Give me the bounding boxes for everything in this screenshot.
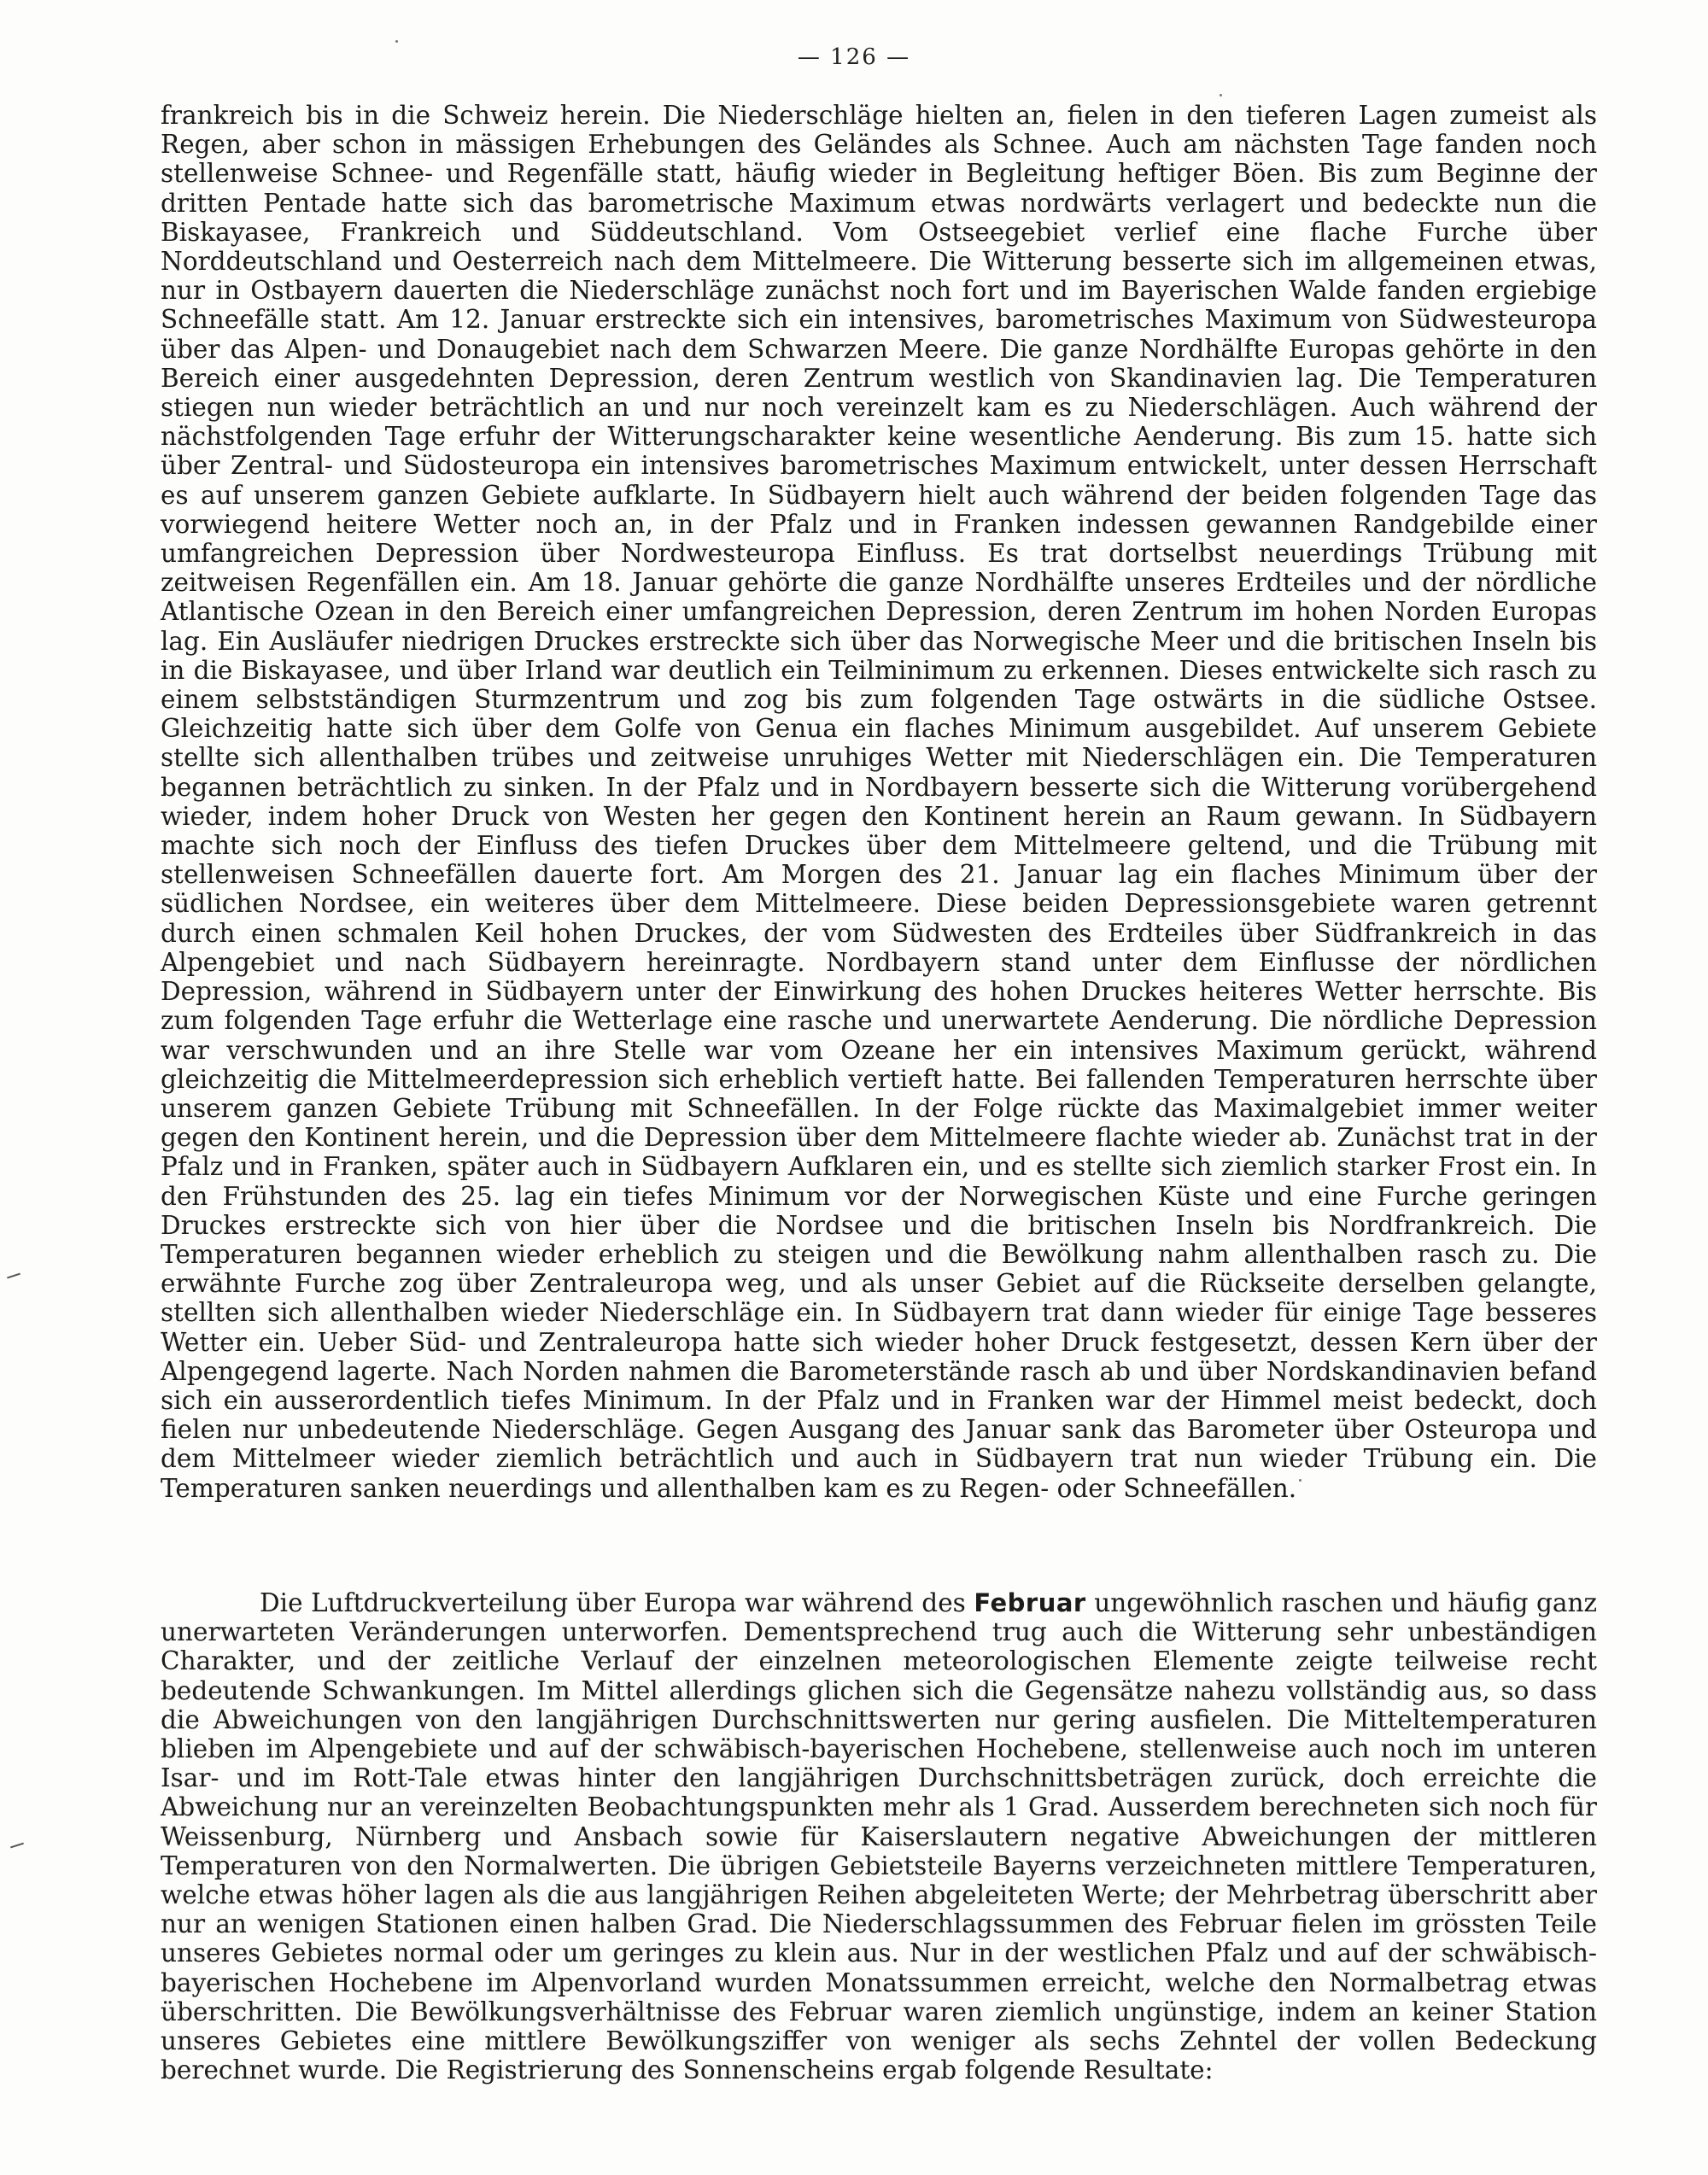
margin-mark <box>7 1273 20 1279</box>
scan-speck <box>1299 1479 1301 1482</box>
scan-speck <box>395 40 398 43</box>
month-heading-february: Februar <box>974 1588 1086 1617</box>
margin-mark <box>10 1843 24 1849</box>
page-number: — 126 — <box>797 44 911 70</box>
paragraph-body: ungewöhnlich raschen und häufig ganz unerwarteten Veränderungen unterworfen. Dementsprechend trug auch die Witterung sehr unbeständigen Charakter, und der zeitliche Verlauf der einzelnen meteorologischen Elemente zeigte teilweise recht bedeutende Schwankungen. Im Mittel allerdings glichen sich die Gegensätze nahezu vollständig aus, so dass die Abweichungen von den langjährigen Durchschnittswerten nur gering ausfielen. Die Mitteltemperaturen blieben im Alpengebiete und auf der schwäbisch-bayerischen Hochebene, stellenweise auch noch im unteren Isar- und im Rott-Tale etwas hinter den langjährigen Durchschnittsbeträgen zurück, doch erreichte die Abweichung nur an vereinzelten Beobachtungspunkten mehr als 1 Grad. Ausserdem berechneten sich noch für Weissenburg, Nürnberg und Ansbach sowie für Kaiserslautern negative Abweichungen der mittleren Temperaturen von den Normalwerten. Die übrigen Gebietsteile Bayerns verzeichneten mittlere Temperaturen, welche etwas höher lagen als die aus langjährigen Reihen abgeleiteten Werte; der Mehrbetrag überschritt aber nur an wenigen Stationen einen halben Grad. Die Niederschlagssummen des Februar fielen im grössten Teile unseres Gebietes normal oder um geringes zu klein aus. Nur in der westlichen Pfalz und auf der schwäbisch-bayerischen Hochebene im Alpenvorland wurden Monatssummen erreicht, welche den Normalbetrag etwas überschritten. Die Bewölkungsverhältnisse des Februar waren ziemlich ungünstige, indem an keiner Station unseres Gebietes eine mittlere Bewölkungsziffer von weniger als sechs Zehntel der vollen Bedeckung berechnet wurde. Die Registrierung des Sonnenscheins ergab folgende Resultate: <box>161 1588 1597 2085</box>
paragraph-intro: Die Luftdruckverteilung über Europa war während des <box>260 1588 966 1617</box>
scan-speck <box>1220 94 1222 96</box>
paragraph-january-weather: frankreich bis in die Schweiz herein. Die Niederschläge hielten an, fielen in den tieferen Lagen zumeist als Regen, aber schon in mässigen Erhebungen des Geländes als Schnee. Auch am nächsten Tage fanden noch stellenweise Schnee- und Regenfälle statt, häufig wieder in Begleitung heftiger Böen. Bis zum Beginne der dritten Pentade hatte sich das barometrische Maximum etwas nordwärts verlagert und bedeckte nun die Biskayasee, Frankreich und Süddeutschland. Vom Ostseegebiet verlief eine flache Furche über Norddeutschland und Oesterreich nach dem Mittelmeere. Die Witterung besserte sich im allgemeinen etwas, nur in Ostbayern dauerten die Niederschläge zunächst noch fort und im Bayerischen Walde fanden ergiebige Schneefälle statt. Am 12. Januar erstreckte sich ein intensives, barometrisches Maximum von Südwesteuropa über das Alpen- und Donaugebiet nach dem Schwarzen Meere. Die ganze Nordhälfte Europas gehörte in den Bereich einer ausgedehnten Depression, deren Zentrum westlich von Skandinavien lag. Die Temperaturen stiegen nun wieder beträchtlich an und nur noch vereinzelt kam es zu Niederschlägen. Auch während der nächstfolgenden Tage erfuhr der Witterungscharakter keine wesentliche Aenderung. Bis zum 15. hatte sich über Zentral- und Südosteuropa ein intensives barometrisches Maximum entwickelt, unter dessen Herrschaft es auf unserem ganzen Gebiete aufklarte. In Südbayern hielt auch während der beiden folgenden Tage das vorwiegend heitere Wetter noch an, in der Pfalz und in Franken indessen gewannen Randgebilde einer umfangreichen Depression über Nordwesteuropa Einfluss. Es trat dortselbst neuerdings Trübung mit zeitweisen Regenfällen ein. Am 18. Januar gehörte die ganze Nordhälfte unseres Erdteiles und der nördliche Atlantische Ozean in den Bereich einer umfangreichen Depression, deren Zentrum im hohen Norden Europas lag. Ein Ausläufer niedrigen Druckes erstreckte sich über das Norwegische Meer und die britischen Inseln bis in die Biskayasee, und über Irland war deutlich ein Teilminimum zu erkennen. Dieses entwickelte sich rasch zu einem selbstständigen Sturmzentrum und zog bis zum folgenden Tage ostwärts in die südliche Ostsee. Gleichzeitig hatte sich über dem Golfe von Genua ein flaches Minimum ausgebildet. Auf unserem Gebiete stellte sich allenthalben trübes und zeitweise unruhiges Wetter mit Niederschlägen ein. Die Temperaturen begannen beträchtlich zu sinken. In der Pfalz und in Nordbayern besserte sich die Witterung vorübergehend wieder, indem hoher Druck von Westen her gegen den Kontinent herein an Raum gewann. In Südbayern machte sich noch der Einfluss des tiefen Druckes über dem Mittelmeere geltend, und die Trübung mit stellenweisen Schneefällen dauerte fort. Am Morgen des 21. Januar lag ein flaches Minimum über der südlichen Nordsee, ein weiteres über dem Mittelmeere. Diese beiden Depressionsgebiete waren getrennt durch einen schmalen Keil hohen Druckes, der vom Südwesten des Erdteiles über Südfrankreich in das Alpengebiet und nach Südbayern hereinragte. Nordbayern stand unter dem Einflusse der nördlichen Depression, während in Südbayern unter der Einwirkung des hohen Druckes heiteres Wetter herrschte. Bis zum folgenden Tage erfuhr die Wetterlage eine rasche und unerwartete Aenderung. Die nördliche Depression war verschwunden und an ihre Stelle war vom Ozeane her ein intensives Maximum gerückt, während gleichzeitig die Mittelmeerdepression sich erheblich vertieft hatte. Bei fallenden Temperaturen herrschte über unserem ganzen Gebiete Trübung mit Schneefällen. In der Folge rückte das Maximalgebiet immer weiter gegen den Kontinent herein, und die Depression über dem Mittelmeere flachte wieder ab. Zunächst trat in der Pfalz und in Franken, später auch in Südbayern Aufklaren ein, und es stellte sich ziemlich starker Frost ein. In den Frühstunden des 25. lag ein tiefes Minimum vor der Norwegischen Küste und eine Furche geringen Druckes erstreckte sich von hier über die Nordsee und die britischen Inseln bis Nordfrankreich. Die Temperaturen begannen wieder erheblich zu steigen und die Bewölkung nahm allenthalben rasch zu. Die erwähnte Furche zog über Zentraleuropa weg, und als unser Gebiet auf die Rückseite derselben gelangte, stellten sich allenthalben wieder Niederschläge ein. In Südbayern trat dann wieder für einige Tage besseres Wetter ein. Ueber Süd- und Zentraleuropa hatte sich wieder hoher Druck festgesetzt, dessen Kern über der Alpengegend lagerte. Nach Norden nahmen die Barometerstände rasch ab und über Nordskandinavien befand sich ein ausserordentlich tiefes Minimum. In der Pfalz und in Franken war der Himmel meist bedeckt, doch fielen nur unbedeutende Niederschläge. Gegen Ausgang des Januar sank das Barometer über Osteuropa und dem Mittelmeer wieder ziemlich beträchtlich und auch in Südbayern trat nun wieder Trübung ein. Die Temperaturen sanken neuerdings und allenthalben kam es zu Regen- oder Schneefällen. <box>161 101 1597 1503</box>
paragraph-february-weather <box>161 1588 1597 2084</box>
